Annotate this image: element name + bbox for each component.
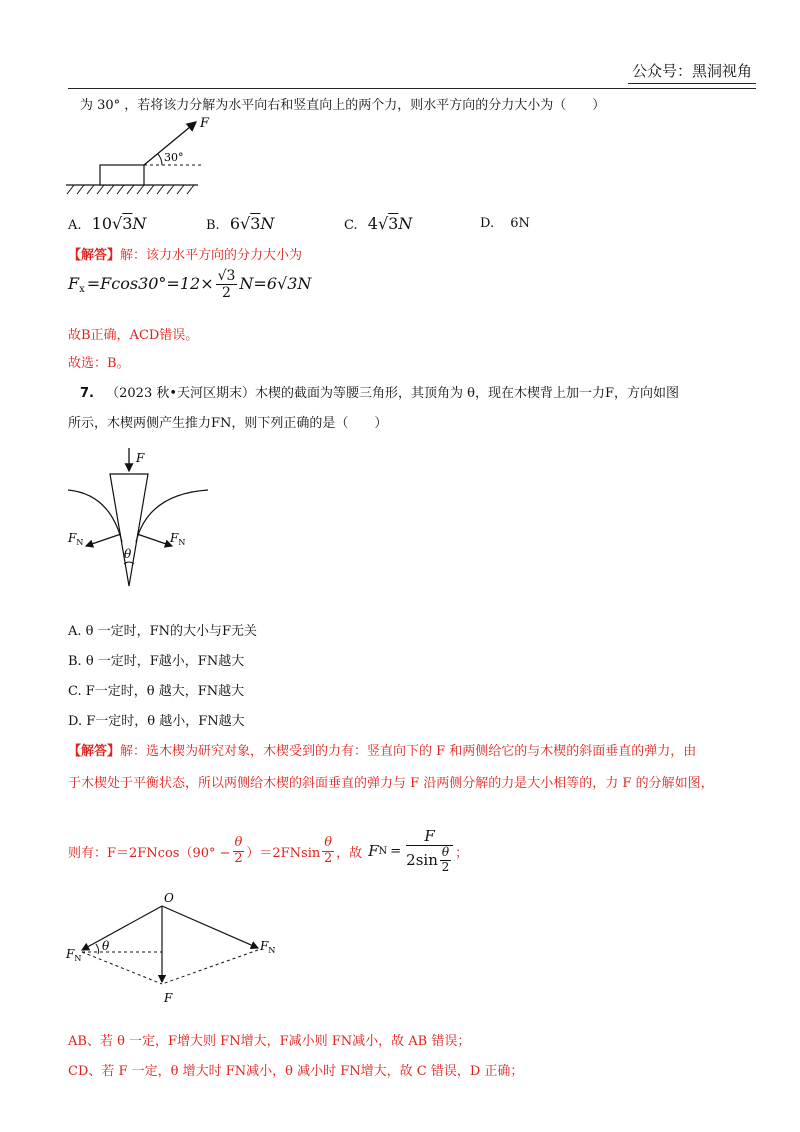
fn-frac-num: F [406,828,453,846]
q6-figure [64,112,224,198]
q7-stem-line1 [80,382,679,401]
stem-text: （2023 秋•天河区期末）木楔的截面为等腰三角形，其顶角为 θ，现在木楔背上加一力F，方向如图 [106,386,679,401]
q6-stem: 为 30° ，若将该力分解为水平向右和竖直向上的两个力，则水平方向的分力大小为（ ） [80,98,606,113]
fraction-num: √3 [217,268,236,284]
q7-answer-line1 [68,740,696,759]
q7-line-cd: CD、若 F 一定，θ 增大时 FN减小，θ 减小时 FN增大，故 C 错误，D 正确； [68,1064,524,1079]
formula-fraction [216,268,238,301]
option-letter: C. [344,218,358,233]
q6-conclusion: 故B正确，ACD错误。 [68,328,199,343]
wedge [110,474,148,586]
force-label: F [136,451,145,465]
derive-prefix: 则有：F＝2FNcos（90° − [68,845,231,861]
frac-num: θ [234,834,243,850]
fn-label-right: $F_N$ [170,531,186,547]
fn-result: F N = F 2sin $\frac{\theta}{2}$ ； [368,827,469,875]
q6-select: 故选：B。 [68,356,130,371]
formula-mid: =Fcos30°=12× [86,274,214,294]
question-number: 7. [80,386,94,401]
q7-derivation [68,828,468,875]
q7-option-c: C. F一定时，θ 越大，FN越大 [68,684,245,699]
q7-answer-line2: 于木楔处于平衡状态，所以两侧给木楔的斜面垂直的弹力与 F 沿两侧分解的力是大小相等的，力 F 的分解如图， [68,776,714,791]
q7-stem-line2: 所示，木楔两侧产生推力FN，则下列正确的是（ ） [68,416,388,431]
q7-option-d: D. F一定时，θ 越小，FN越大 [68,714,245,729]
option-letter: D. [480,216,495,231]
fn-lhs-sub: N [378,845,388,857]
fn-label-left: $F_N$ [66,947,82,963]
q6-formula [68,268,311,301]
frac-den: 2 [324,850,333,866]
f-label: F [164,991,173,1005]
fn-label-right: $F_N$ [260,939,276,955]
formula-right: N=6√3N [239,274,312,294]
q6-option-a: A. 10√3N [68,214,147,233]
formula-left: F [68,274,80,294]
q7-wedge-figure [58,446,218,596]
header-rule [68,88,756,89]
option-unit: N [260,214,275,233]
fraction-den: 2 [222,285,231,302]
option-letter: B. [206,218,220,233]
option-text: 6N [510,216,530,231]
answer-text: 解：选木楔为研究对象，木楔受到的力有：竖直向下的 F 和两侧给它的与木楔的斜面垂直的弹力，由 [120,744,697,759]
fn-lhs: F [368,842,379,861]
q7-line-ab: AB、若 θ 一定，F增大则 FN增大，F减小则 FN减小，故 AB 错误； [68,1034,471,1049]
block [100,165,144,185]
theta-label: θ [102,939,110,953]
option-coef: 6 [229,214,241,233]
angle-label: 30° [164,151,184,164]
option-unit: N [398,214,413,233]
q6-option-b: B. 6√3N [206,214,275,233]
frac-num: θ [324,834,333,850]
frac-num: θ [441,845,450,860]
q6-answer-intro [68,244,302,263]
fn-frac-den: 2sin [406,850,438,869]
q6-option-c: C. 4√3N [344,214,413,233]
q6-option-d [480,216,530,231]
option-coef: 10 [91,214,113,233]
fn-label-left: $F_N$ [68,531,84,547]
theta-half-frac [233,836,245,867]
header-label: 公众号：黑洞视角 [628,60,756,84]
frac-den: 2 [234,850,243,866]
answer-text: 解：该力水平方向的分力大小为 [120,248,303,263]
answer-head: 【解答】 [68,248,121,263]
theta-label: θ [124,547,132,561]
q7-option-b: B. θ 一定时，F越小，FN越大 [68,654,245,669]
q7-option-a: A. θ 一定时，FN的大小与F无关 [68,624,258,639]
force-label: F [200,116,210,131]
derive-mid: ）＝2FNsin [246,845,321,861]
theta-half-frac-2 [322,836,334,867]
q7-decomposition-figure [60,888,290,1008]
frac-den: 2 [441,860,450,875]
fn-fraction [406,828,453,875]
derive-comma: ，故 [336,845,363,861]
origin-label: O [164,891,174,905]
option-letter: A. [68,218,82,233]
derive-semicolon: ； [455,845,469,861]
formula-sub: x [79,284,85,296]
answer-head: 【解答】 [68,744,121,759]
option-unit: N [132,214,147,233]
option-coef: 4 [367,214,378,233]
